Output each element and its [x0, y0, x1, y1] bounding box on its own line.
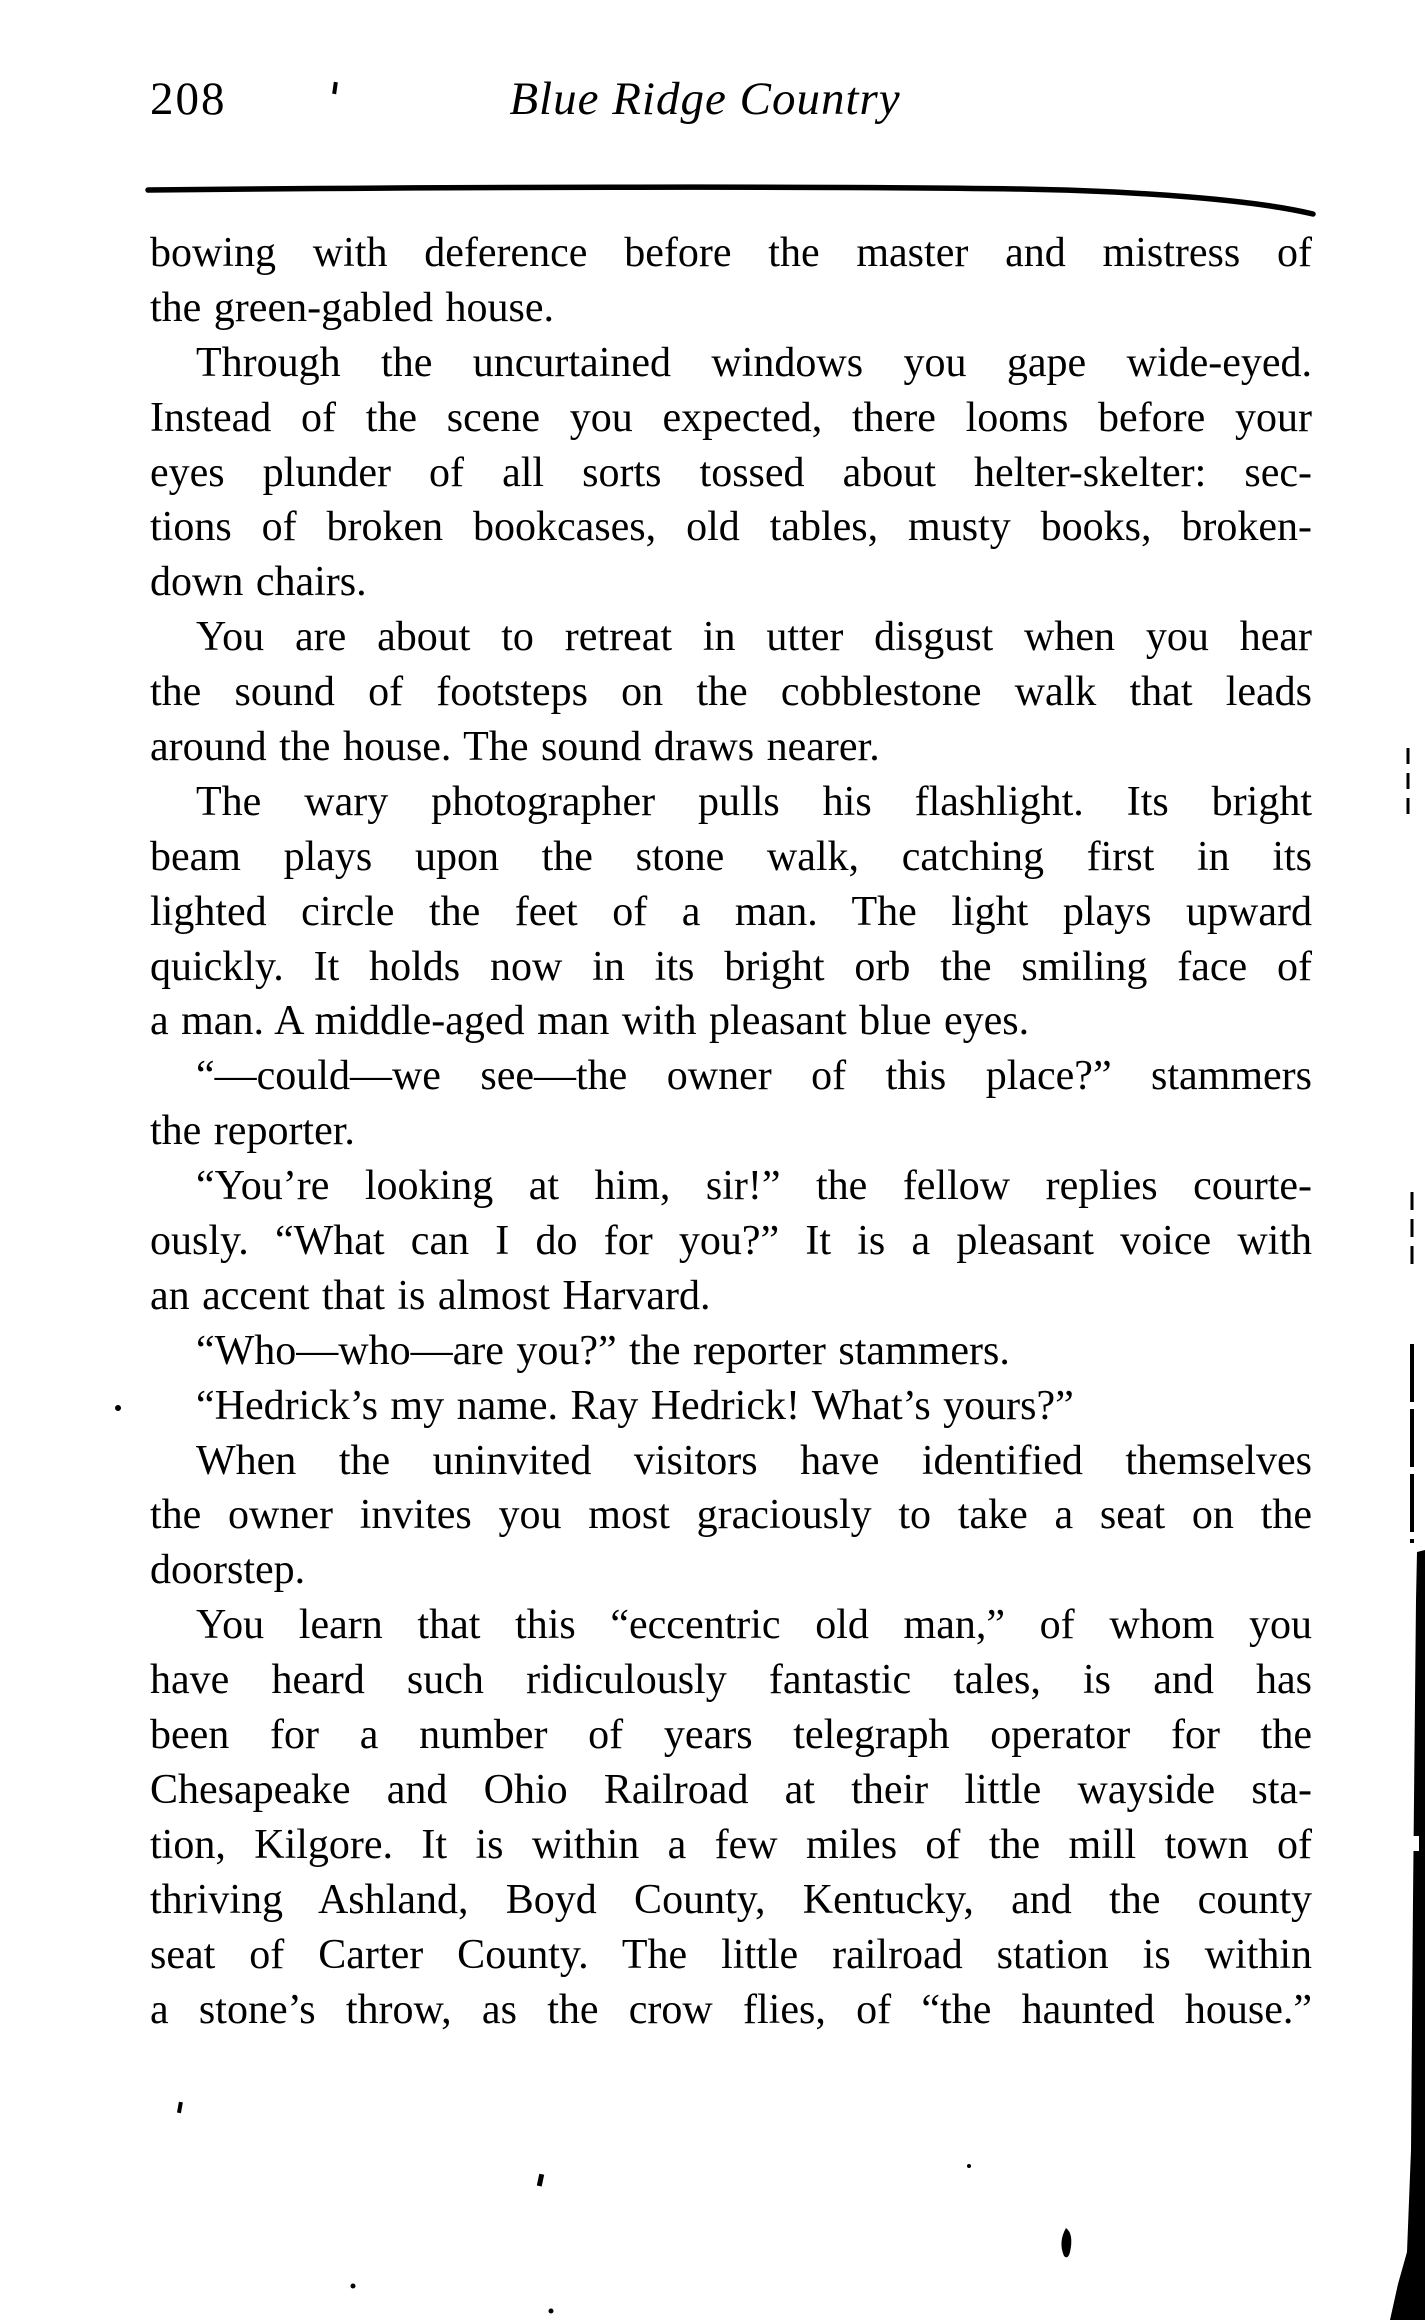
text-line: You are about to retreat in utter disgust when you hear	[196, 614, 1312, 661]
text-line: have heard such ridiculously fantastic tales, is and has	[150, 1657, 1312, 1704]
text-line: doorstep.	[150, 1547, 306, 1594]
page-edge-shadow	[1390, 1550, 1425, 2320]
text-line: You learn that this “eccentric old man,” of whom you	[196, 1602, 1312, 1649]
text-column	[150, 226, 1312, 2037]
text-line: Through the uncurtained windows you gape wide-eyed.	[196, 339, 1312, 386]
text-line: “—could—we see—the owner of this place?” stammers	[196, 1053, 1312, 1100]
text-line: The wary photographer pulls his flashlight. Its bright	[196, 778, 1312, 825]
speck	[351, 2284, 356, 2289]
text-line: tion, Kilgore. It is within a few miles of the mill town of	[150, 1821, 1312, 1868]
text-line: quickly. It holds now in its bright orb the smiling face of	[150, 943, 1312, 990]
text-line: beam plays upon the stone walk, catching first in its	[150, 833, 1312, 880]
text-line: been for a number of years telegraph operator for the	[150, 1712, 1312, 1759]
running-title: Blue Ridge Country	[509, 73, 901, 125]
text-line: “You’re looking at him, sir!” the fellow replies courte-	[196, 1163, 1312, 1210]
text-line: lighted circle the feet of a man. The light plays upward	[150, 888, 1312, 935]
text-line: Instead of the scene you expected, there looms before your	[150, 394, 1312, 441]
text-line: a stone’s throw, as the crow flies, of “the haunted house.”	[150, 1986, 1312, 2033]
text-line: the green-gabled house.	[150, 284, 555, 331]
speck	[177, 2102, 183, 2114]
text-line: “Who—who—are you?” the reporter stammers.	[196, 1327, 1010, 1374]
text-line: eyes plunder of all sorts tossed about helter-skelter: sec-	[150, 449, 1312, 496]
text-line: tions of broken bookcases, old tables, musty books, broken-	[150, 504, 1312, 551]
text-line: ously. “What can I do for you?” It is a pleasant voice with	[150, 1218, 1312, 1265]
page-edge-gap	[1405, 1836, 1419, 1851]
page-number: 208	[150, 73, 227, 125]
text-line: Chesapeake and Ohio Railroad at their little wayside sta-	[150, 1766, 1312, 1813]
running-header	[0, 72, 1425, 132]
text-line: thriving Ashland, Boyd County, Kentucky, and the county	[150, 1876, 1312, 1923]
speck	[967, 2164, 971, 2168]
text-line: the sound of footsteps on the cobblestone walk that leads	[150, 669, 1312, 716]
text-line: an accent that is almost Harvard.	[150, 1272, 711, 1319]
header-rule	[148, 187, 1313, 214]
text-line: When the uninvited visitors have identified themselves	[196, 1437, 1312, 1484]
speck	[1061, 2228, 1071, 2257]
text-line: around the house. The sound draws nearer.	[150, 724, 880, 771]
text-line: down chairs.	[150, 559, 367, 606]
text-line: the reporter.	[150, 1108, 355, 1155]
text-line: bowing with deference before the master and mistress of	[150, 230, 1312, 276]
text-line: seat of Carter County. The little railroad station is within	[150, 1931, 1312, 1978]
text-line: the owner invites you most graciously to take a seat on the	[150, 1492, 1312, 1539]
speck	[537, 2174, 544, 2187]
speck	[115, 1405, 121, 1411]
speck	[549, 2309, 554, 2314]
text-line: “Hedrick’s my name. Ray Hedrick! What’s yours?”	[196, 1382, 1074, 1429]
text-line: a man. A middle-aged man with pleasant blue eyes.	[150, 998, 1030, 1045]
